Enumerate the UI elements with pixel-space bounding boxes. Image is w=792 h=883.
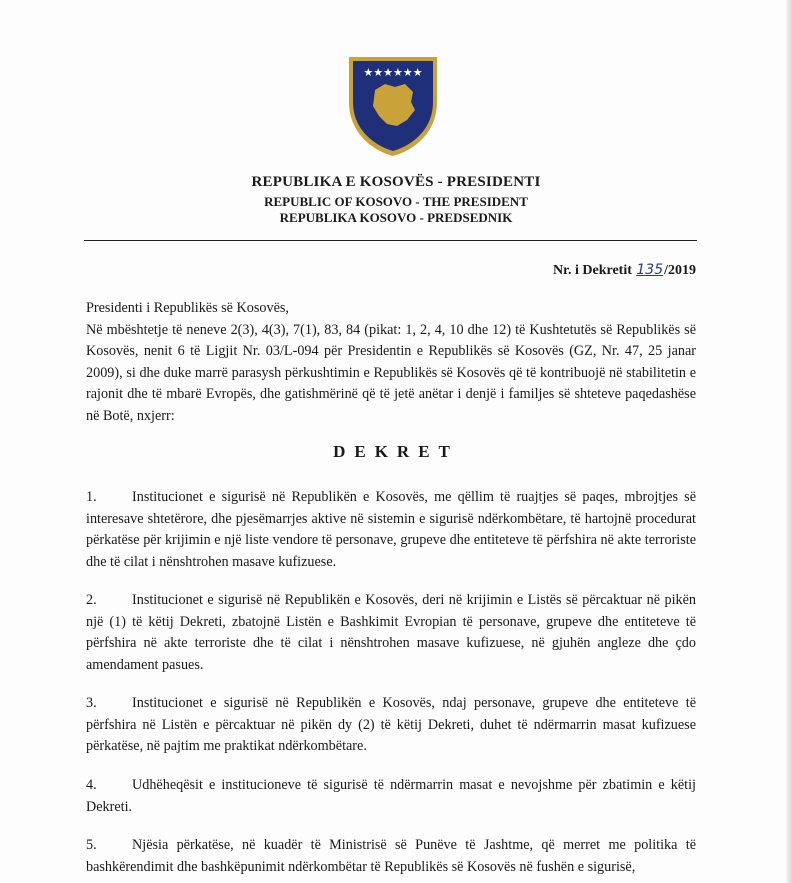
paragraph-number: 5.	[86, 837, 97, 853]
paragraph-number: 3.	[86, 695, 97, 711]
paragraph	[86, 775, 696, 818]
paragraph-text: Udhëheqësit e institucioneve të sigurisë të ndërmarrin masat e nevojshme për zbatimin e këtij Dekreti.	[86, 777, 696, 815]
paragraph-number: 1.	[86, 489, 97, 505]
header-divider	[84, 240, 697, 241]
paragraph	[86, 835, 696, 878]
svg-text:★★★★★★: ★★★★★★	[363, 66, 423, 79]
header-line-serbian: REPUBLIKA KOSOVO - PREDSEDNIK	[279, 210, 513, 225]
decree-number-suffix: /2019	[664, 263, 696, 278]
preamble-addressee: Presidenti i Republikës së Kosovës,	[86, 300, 289, 316]
decree-number-handwritten: 135	[636, 262, 664, 278]
header-line-english: REPUBLIC OF KOSOVO - THE PRESIDENT	[264, 194, 528, 209]
paragraph-text: Institucionet e sigurisë në Republikën e Kosovës, me qëllim të ruajtjes së paqes, mbrojtjes së interesave shtetërore, dhe pjesëmarrjes aktive në sistemin e sigurisë ndërkombëtare, të hartojnë procedurat përkatëse për krijimin e një liste vendore të personave, grupeve dhe entiteteve të përfshira në akte terroriste dhe të cilat i nënshtrohen masave kufizuese.	[86, 489, 696, 570]
preamble-body: Në mbështetje të neneve 2(3), 4(3), 7(1), 83, 84 (pikat: 1, 2, 4, 10 dhe 12) të Kushtetutës së Republikës së Kosovës, nenit 6 të Ligjit Nr. 03/L-094 për Presidentin e Republikës së Kosovës (GZ, Nr. 47, 25 janar 2009), si dhe duke marrë parasysh përkushtimin e Republikës së Kosovës që të kontribuojë në stabilitetin e rajonit dhe të mbarë Evropës, dhe gatishmërinë që të jetë anëtar i denjë i familjes së shteteve paqedashëse në Botë, nxjerr:	[86, 321, 696, 424]
paragraph-text: Institucionet e sigurisë në Republikën e Kosovës, ndaj personave, grupeve dhe entiteteve të përfshira në Listën e përcaktuar në pikën dy (2) të këtij Dekreti, duhet të ndërmarrin masat kufizuese përkatëse, në pajtim me praktikat ndërkombëtare.	[86, 695, 696, 754]
header-line-albanian: REPUBLIKA E KOSOVËS - PRESIDENTI	[251, 174, 541, 190]
paragraph-text: Institucionet e sigurisë në Republikën e Kosovës, deri në krijimin e Listës së përcaktuar në pikën një (1) të këtij Dekreti, zbatojnë Listën e Bashkimit Evropian të personave, grupeve dhe entiteteve të përfshira në akte terroriste dhe të cilat i nënshtrohen masave kufizuese, në gjuhën angleze dhe çdo amendament pasues.	[86, 592, 696, 673]
paragraph-text: Njësia përkatëse, në kuadër të Ministrisë së Punëve të Jashtme, që merret me politika të bashkërendimit dhe bashkëpunimit ndërkombëtar të Republikës së Kosovës në fushën e sigurisë,	[86, 837, 696, 875]
document-title: DEKRET	[333, 442, 459, 461]
paragraph-number: 4.	[86, 777, 97, 793]
decree-number-label: Nr. i Dekretit	[552, 263, 632, 278]
preamble	[86, 298, 696, 427]
paragraph	[86, 590, 696, 676]
paragraph-number: 2.	[86, 592, 97, 608]
kosovo-coat-of-arms-icon	[345, 54, 441, 158]
paragraph	[86, 693, 696, 758]
decree-number	[553, 262, 696, 279]
paragraph	[86, 487, 696, 573]
